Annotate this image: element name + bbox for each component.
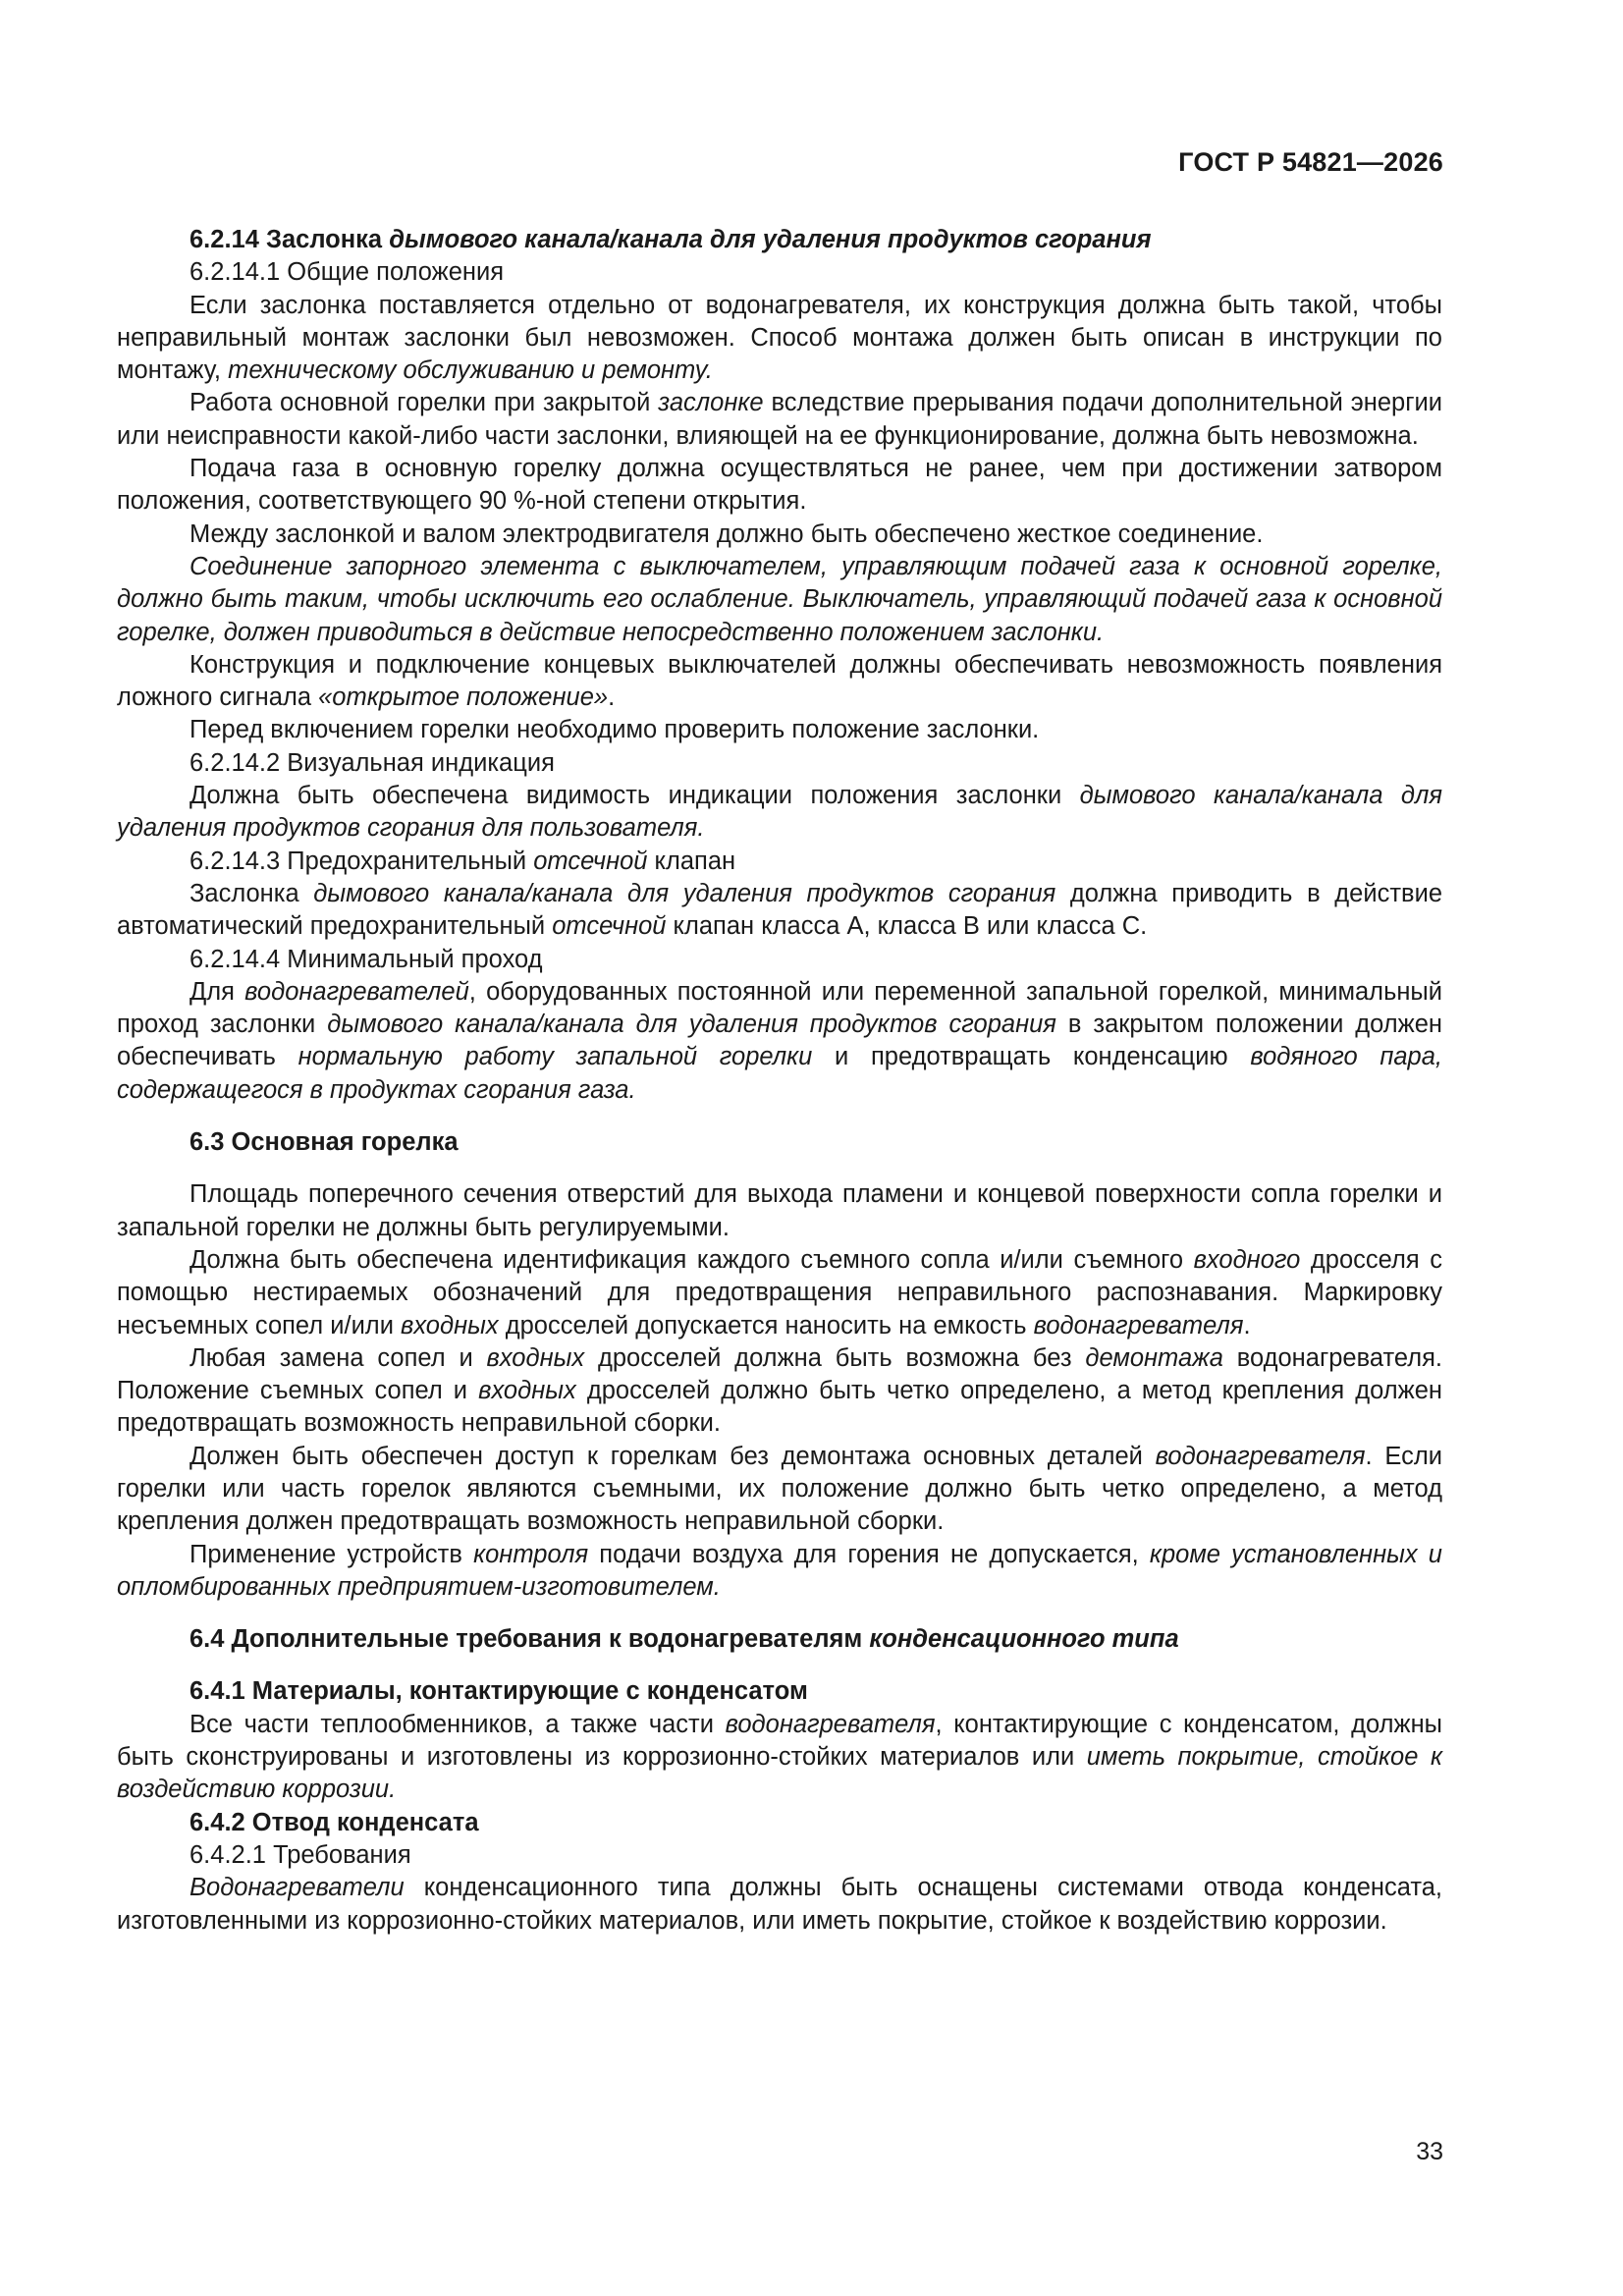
text-run: Любая замена сопел и bbox=[189, 1343, 487, 1372]
italic-text-run: дымового канала/канала для удаления продуктов сгорания для пользователя. bbox=[117, 782, 1443, 843]
section-heading bbox=[117, 1807, 1442, 1839]
paragraph bbox=[117, 1244, 1442, 1342]
text-run: дросселей допускается наносить на емкость bbox=[498, 1311, 1034, 1339]
text-run: Работа основной горелки при закрытой bbox=[189, 389, 659, 417]
paragraph bbox=[117, 976, 1442, 1107]
italic-text-run: входных bbox=[486, 1343, 585, 1372]
italic-text-run: Соединение запорного элемента с выключателем, управляющим подачей газа к основной горелке, должно быть таким, чтобы исключить его ослабление. Выключатель, управляющий подачей газа к основной горелке, должен приводиться в действие непосредственно положением заслонки. bbox=[117, 552, 1442, 646]
text-run: Должна быть обеспечена видимость индикации положения заслонки bbox=[189, 782, 1080, 810]
italic-text-run: заслонке bbox=[658, 389, 764, 417]
text-run: дросселя с помощью нестираемых обозначений для предотвращения неправильного распознавания. Маркировку несъемных сопел и/или bbox=[117, 1245, 1442, 1339]
document-header-id: ГОСТ Р 54821—2026 bbox=[1178, 147, 1443, 177]
text-run: Между заслонкой и валом электродвигателя должно быть обеспечено жесткое соединение. bbox=[189, 519, 1264, 548]
page-number: 33 bbox=[1416, 2138, 1443, 2165]
text-run: вследствие прерывания подачи дополнительной энергии или неисправности какой-либо части заслонки, влияющей на ее функционирование, должна быть невозможна. bbox=[117, 389, 1442, 450]
text-run: и предотвращать конденсацию bbox=[812, 1043, 1251, 1071]
text-run: клапан класса А, класса В или класса С. bbox=[666, 912, 1148, 941]
section-heading bbox=[117, 1623, 1442, 1656]
subsection-heading bbox=[117, 1839, 1442, 1872]
text-run: Применение устройств bbox=[189, 1540, 474, 1568]
text-run: дросселей должна быть возможна без bbox=[584, 1343, 1086, 1372]
text-run: должна приводить в действие автоматический предохранительный bbox=[117, 879, 1442, 941]
text-run: 6.4.2 Отвод конденсата bbox=[189, 1808, 479, 1836]
italic-text-run: входных bbox=[401, 1311, 499, 1339]
text-run: 6.2.14.2 Визуальная индикация bbox=[189, 748, 555, 777]
text-run: Конструкция и подключение концевых выключателей должны обеспечивать невозможность появления ложного сигнала bbox=[117, 650, 1442, 712]
text-run: конденсационного типа должны быть оснащены системами отвода конденсата, изготовленными из коррозионно-стойких материалов, или иметь покрытие, стойкое к воздействию коррозии. bbox=[117, 1874, 1442, 1935]
text-run: . bbox=[608, 683, 616, 712]
subsection-heading bbox=[117, 944, 1442, 976]
italic-text-run: водонагревателя bbox=[1155, 1442, 1366, 1470]
italic-text-run: дымового канала/канала для удаления продуктов сгорания bbox=[327, 1011, 1056, 1039]
italic-text-run: входных bbox=[478, 1377, 576, 1405]
italic-text-run: Водонагреватели bbox=[189, 1874, 405, 1902]
document-body bbox=[117, 224, 1442, 1938]
italic-text-run: отсечной bbox=[533, 847, 648, 875]
paragraph bbox=[117, 1709, 1442, 1807]
text-run: . bbox=[1243, 1311, 1251, 1339]
paragraph bbox=[117, 1872, 1442, 1938]
italic-text-run: водонагревателя bbox=[725, 1710, 936, 1738]
text-run: Для bbox=[189, 977, 245, 1006]
paragraph bbox=[117, 290, 1442, 388]
text-run: , оборудованных постоянной или переменной запальной горелкой, минимальный проход заслонки bbox=[117, 977, 1443, 1039]
italic-text-run: кроме установленных и опломбированных предприятием-изготовителем. bbox=[117, 1540, 1442, 1601]
text-run: водонагревателя. Положение съемных сопел и bbox=[117, 1343, 1442, 1405]
text-run: подачи воздуха для горения не допускается, bbox=[588, 1540, 1150, 1568]
italic-text-run: «открытое положение» bbox=[318, 683, 609, 712]
subsection-heading bbox=[117, 747, 1442, 780]
italic-text-run: отсечной bbox=[552, 912, 667, 941]
italic-text-run: входного bbox=[1193, 1245, 1301, 1274]
paragraph bbox=[117, 387, 1442, 453]
paragraph bbox=[117, 1342, 1442, 1441]
text-run: клапан bbox=[647, 847, 736, 875]
italic-text-run: техническому обслуживанию и ремонту. bbox=[228, 356, 713, 385]
text-run: 6.2.14.3 Предохранительный bbox=[189, 847, 534, 875]
italic-text-run: иметь покрытие, стойкое к воздействию коррозии. bbox=[117, 1743, 1442, 1804]
paragraph bbox=[117, 551, 1442, 649]
paragraph bbox=[117, 453, 1442, 519]
text-run: , контактирующие с конденсатом, должны быть сконструированы и изготовлены из коррозионно-стойких материалов или bbox=[117, 1710, 1442, 1772]
text-run: 6.2.14.1 Общие положения bbox=[189, 258, 505, 287]
paragraph bbox=[117, 519, 1442, 551]
text-run: Должен быть обеспечен доступ к горелкам без демонтажа основных деталей bbox=[189, 1442, 1156, 1470]
paragraph bbox=[117, 649, 1442, 715]
paragraph bbox=[117, 1441, 1442, 1539]
paragraph bbox=[117, 1539, 1442, 1605]
text-run: Подача газа в основную горелку должна осуществляться не ранее, чем при достижении затвором положения, соответствующего 90 %-ной степени открытия. bbox=[117, 455, 1442, 516]
text-run: дросселей должно быть четко определено, а метод крепления должен предотвращать возможность неправильной сборки. bbox=[117, 1377, 1442, 1438]
italic-text-run: водонагревателя bbox=[1033, 1311, 1244, 1339]
text-run: Если заслонка поставляется отдельно от водонагревателя, их конструкция должна быть такой, чтобы неправильный монтаж заслонки был невозможен. Способ монтажа должен быть описан в инструкции по монтажу, bbox=[117, 291, 1442, 385]
italic-text-run: дымового канала/канала для удаления продуктов сгорания bbox=[313, 879, 1056, 907]
text-run: 6.4.1 Материалы, контактирующие с конденсатом bbox=[189, 1677, 808, 1706]
text-run: Площадь поперечного сечения отверстий для выхода пламени и концевой поверхности сопла горелки и запальной горелки не должны быть регулируемыми. bbox=[117, 1180, 1442, 1241]
section-heading bbox=[117, 224, 1442, 256]
text-run: 6.4 Дополнительные требования к водонагревателям bbox=[189, 1625, 870, 1654]
text-run: Заслонка bbox=[189, 879, 314, 907]
subsection-heading bbox=[117, 846, 1442, 878]
paragraph bbox=[117, 714, 1442, 746]
italic-text-run: контроля bbox=[473, 1540, 589, 1568]
text-run: 6.2.14.4 Минимальный проход bbox=[189, 945, 543, 973]
italic-text-run: конденсационного типа bbox=[869, 1625, 1179, 1654]
italic-text-run: демонтажа bbox=[1085, 1343, 1223, 1372]
italic-text-run: водонагревателей bbox=[244, 977, 469, 1006]
paragraph bbox=[117, 1178, 1442, 1244]
section-heading bbox=[117, 1675, 1442, 1708]
italic-text-run: нормальную работу запальной горелки bbox=[298, 1043, 813, 1071]
italic-text-run: дымового канала/канала для удаления продуктов сгорания bbox=[389, 226, 1152, 253]
section-heading bbox=[117, 1126, 1442, 1159]
text-run: Должна быть обеспечена идентификация каждого съемного сопла и/или съемного bbox=[189, 1245, 1194, 1274]
subsection-heading bbox=[117, 256, 1442, 289]
text-run: в закрытом положении должен обеспечивать bbox=[117, 1011, 1442, 1071]
text-run: 6.2.14 Заслонка bbox=[189, 226, 390, 253]
text-run: Перед включением горелки необходимо проверить положение заслонки. bbox=[189, 716, 1040, 744]
paragraph bbox=[117, 878, 1442, 944]
text-run: 6.4.2.1 Требования bbox=[189, 1840, 411, 1869]
italic-text-run: водяного пара, содержащегося в продуктах сгорания газа. bbox=[117, 1043, 1442, 1104]
text-run: Все части теплообменников, а также части bbox=[189, 1710, 726, 1738]
text-run: . Если горелки или часть горелок являются съемными, их положение должно быть четко определено, а метод крепления должен предотвращать возможность неправильной сборки. bbox=[117, 1442, 1442, 1536]
paragraph bbox=[117, 780, 1442, 846]
text-run: 6.3 Основная горелка bbox=[189, 1128, 459, 1157]
